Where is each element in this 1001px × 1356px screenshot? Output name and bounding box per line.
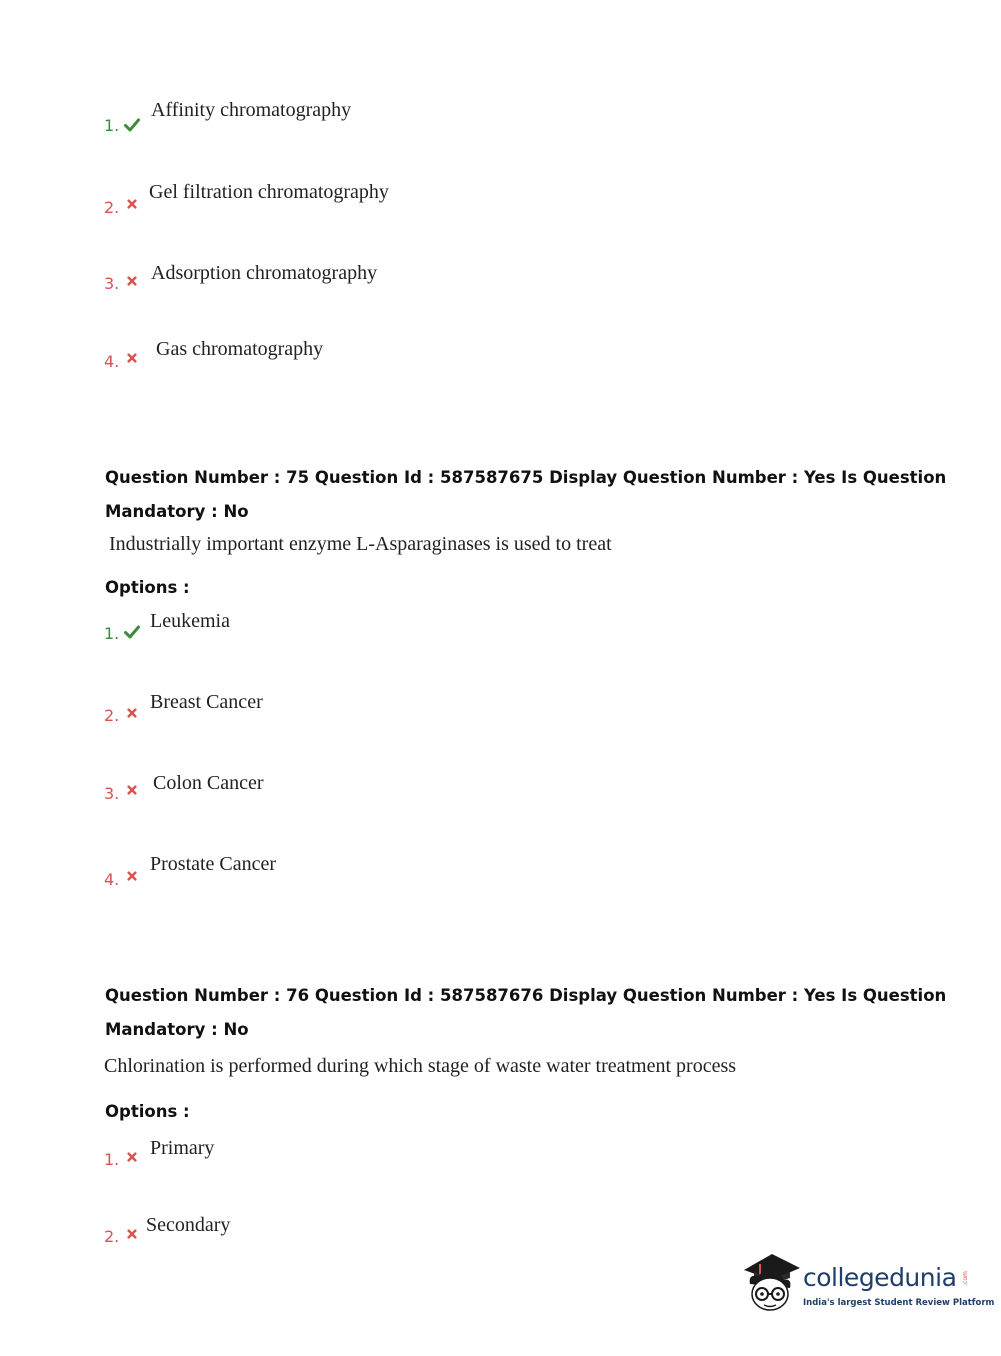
option-text: Gel filtration chromatography xyxy=(149,181,389,203)
option-number: 2. xyxy=(104,1227,120,1246)
option-number: 4. xyxy=(104,870,120,889)
option-text: Adsorption chromatography xyxy=(151,262,378,284)
logo-wordmark: collegedunia xyxy=(803,1263,957,1292)
question-header: Question Number : 76 Question Id : 587587676 Display Question Number : Yes Is Question xyxy=(105,986,947,1005)
option-text: Primary xyxy=(150,1137,215,1159)
option-text: Prostate Cancer xyxy=(150,853,277,875)
question-text: Chlorination is performed during which stage of waste water treatment process xyxy=(104,1055,737,1077)
question-text: Industrially important enzyme L-Asparaginases is used to treat xyxy=(109,533,612,555)
option-text: Colon Cancer xyxy=(153,772,264,794)
option-text: Affinity chromatography xyxy=(151,99,352,121)
question-header-mandatory: Mandatory : No xyxy=(105,1020,249,1039)
option-number: 1. xyxy=(104,624,120,643)
check-icon xyxy=(124,625,140,639)
cross-icon xyxy=(127,1152,137,1162)
cross-icon xyxy=(127,708,137,718)
option-number: 1. xyxy=(104,1150,120,1169)
option-number: 2. xyxy=(104,706,120,725)
mascot-icon xyxy=(740,1248,802,1320)
option-number: 1. xyxy=(104,116,120,135)
cross-icon xyxy=(127,276,137,286)
question-header: Question Number : 75 Question Id : 587587675 Display Question Number : Yes Is Question xyxy=(105,468,947,487)
check-icon xyxy=(124,118,140,132)
options-label: Options : xyxy=(105,1102,190,1121)
cross-icon xyxy=(127,785,137,795)
cross-icon xyxy=(127,353,137,363)
cross-icon xyxy=(127,199,137,209)
logo-com: .com xyxy=(961,1271,969,1286)
question-header-mandatory: Mandatory : No xyxy=(105,502,249,521)
option-text: Breast Cancer xyxy=(150,691,263,713)
option-number: 3. xyxy=(104,274,120,293)
option-number: 2. xyxy=(104,198,120,217)
logo-tagline: India's largest Student Review Platform xyxy=(803,1298,995,1308)
option-text: Leukemia xyxy=(150,610,230,632)
option-text: Gas chromatography xyxy=(156,338,324,360)
cross-icon xyxy=(127,871,137,881)
option-number: 4. xyxy=(104,352,120,371)
options-label: Options : xyxy=(105,578,190,597)
cross-icon xyxy=(127,1229,137,1239)
option-number: 3. xyxy=(104,784,120,803)
option-text: Secondary xyxy=(146,1214,231,1236)
